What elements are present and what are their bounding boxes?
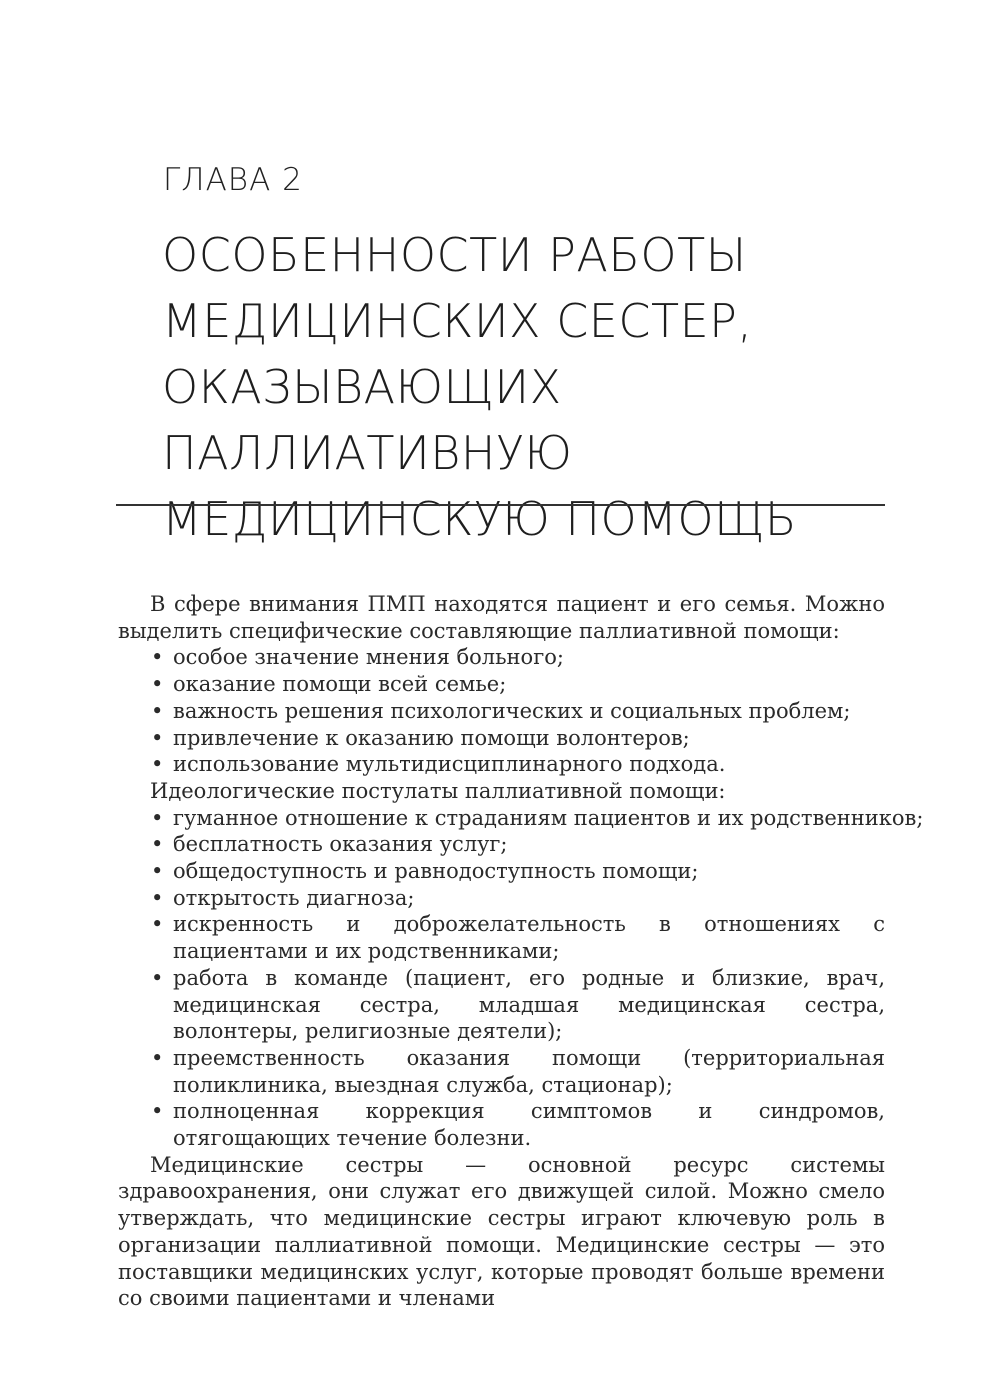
bullet-icon: • bbox=[151, 1045, 164, 1070]
bullet-icon: • bbox=[151, 885, 164, 910]
postulates-heading: Идеологические постулаты паллиативной помощи: bbox=[150, 778, 726, 803]
chapter-title-line: ОСОБЕННОСТИ РАБОТЫ bbox=[162, 228, 747, 282]
list-item: • бесплатность оказания услуг; bbox=[151, 832, 508, 857]
bullet-icon: • bbox=[151, 698, 164, 723]
list-item: • искренность и доброжелательность в отношениях с пациентами и их родственниками; bbox=[151, 912, 885, 964]
list-item: • общедоступность и равнодоступность помощи; bbox=[151, 859, 699, 884]
list-item: • важность решения психологических и социальных проблем; bbox=[151, 698, 851, 723]
chapter-title-line: ПАЛЛИАТИВНУЮ bbox=[162, 426, 573, 480]
list-item: • использование мультидисциплинарного подхода. bbox=[151, 752, 726, 777]
intro-paragraph: В сфере внимания ПМП находятся пациент и его семья. Можно выделить специфические составляющие паллиативной помощи: bbox=[118, 592, 885, 643]
list-item: • открытость диагноза; bbox=[151, 885, 415, 910]
chapter-label: ГЛАВА 2 bbox=[163, 162, 303, 198]
list-item: • оказание помощи всей семье; bbox=[151, 672, 507, 697]
components-list bbox=[118, 644, 885, 778]
title-divider bbox=[116, 504, 885, 506]
bullet-icon: • bbox=[151, 859, 164, 884]
bullet-icon: • bbox=[151, 672, 164, 697]
bullet-icon: • bbox=[151, 725, 164, 750]
bullet-icon: • bbox=[151, 805, 164, 830]
list-item: • привлечение к оказанию помощи волонтеров; bbox=[151, 725, 690, 750]
postulates-list bbox=[118, 805, 924, 1152]
chapter-title-line: МЕДИЦИНСКИХ СЕСТЕР, bbox=[162, 294, 753, 348]
bullet-icon: • bbox=[151, 965, 164, 990]
body-text bbox=[118, 591, 924, 1312]
chapter-title bbox=[162, 222, 902, 552]
list-item: • особое значение мнения больного; bbox=[151, 645, 564, 670]
chapter-title-line: ОКАЗЫВАЮЩИХ bbox=[162, 360, 562, 414]
bullet-icon: • bbox=[151, 752, 164, 777]
list-item: • преемственность оказания помощи (территориальная поликлиника, выездная служба, стационар); bbox=[151, 1045, 885, 1097]
bullet-icon: • bbox=[151, 832, 164, 857]
bullet-icon: • bbox=[151, 912, 164, 937]
chapter-title-line: МЕДИЦИНСКУЮ ПОМОЩЬ bbox=[162, 492, 797, 546]
bullet-icon: • bbox=[151, 1099, 164, 1124]
closing-paragraph: Медицинские сестры — основной ресурс системы здравоохранения, они служат его движущей силой. Можно смело утверждать, что медицинские сестры играют ключевую роль в организации паллиативной помощи. Медицинские сестры — это поставщики медицинских услуг, которые проводят больше времени со своими пациентами и членами bbox=[118, 1152, 885, 1311]
list-item: • работа в команде (пациент, его родные и близкие, врач, медицинская сестра, младшая медицинская сестра, волонтеры, религиозные деятели); bbox=[151, 965, 885, 1044]
bullet-icon: • bbox=[151, 645, 164, 670]
list-item: • гуманное отношение к страданиям пациентов и их родственников; bbox=[151, 805, 924, 830]
list-item: • полноценная коррекция симптомов и синдромов, отягощающих течение болезни. bbox=[151, 1099, 885, 1151]
